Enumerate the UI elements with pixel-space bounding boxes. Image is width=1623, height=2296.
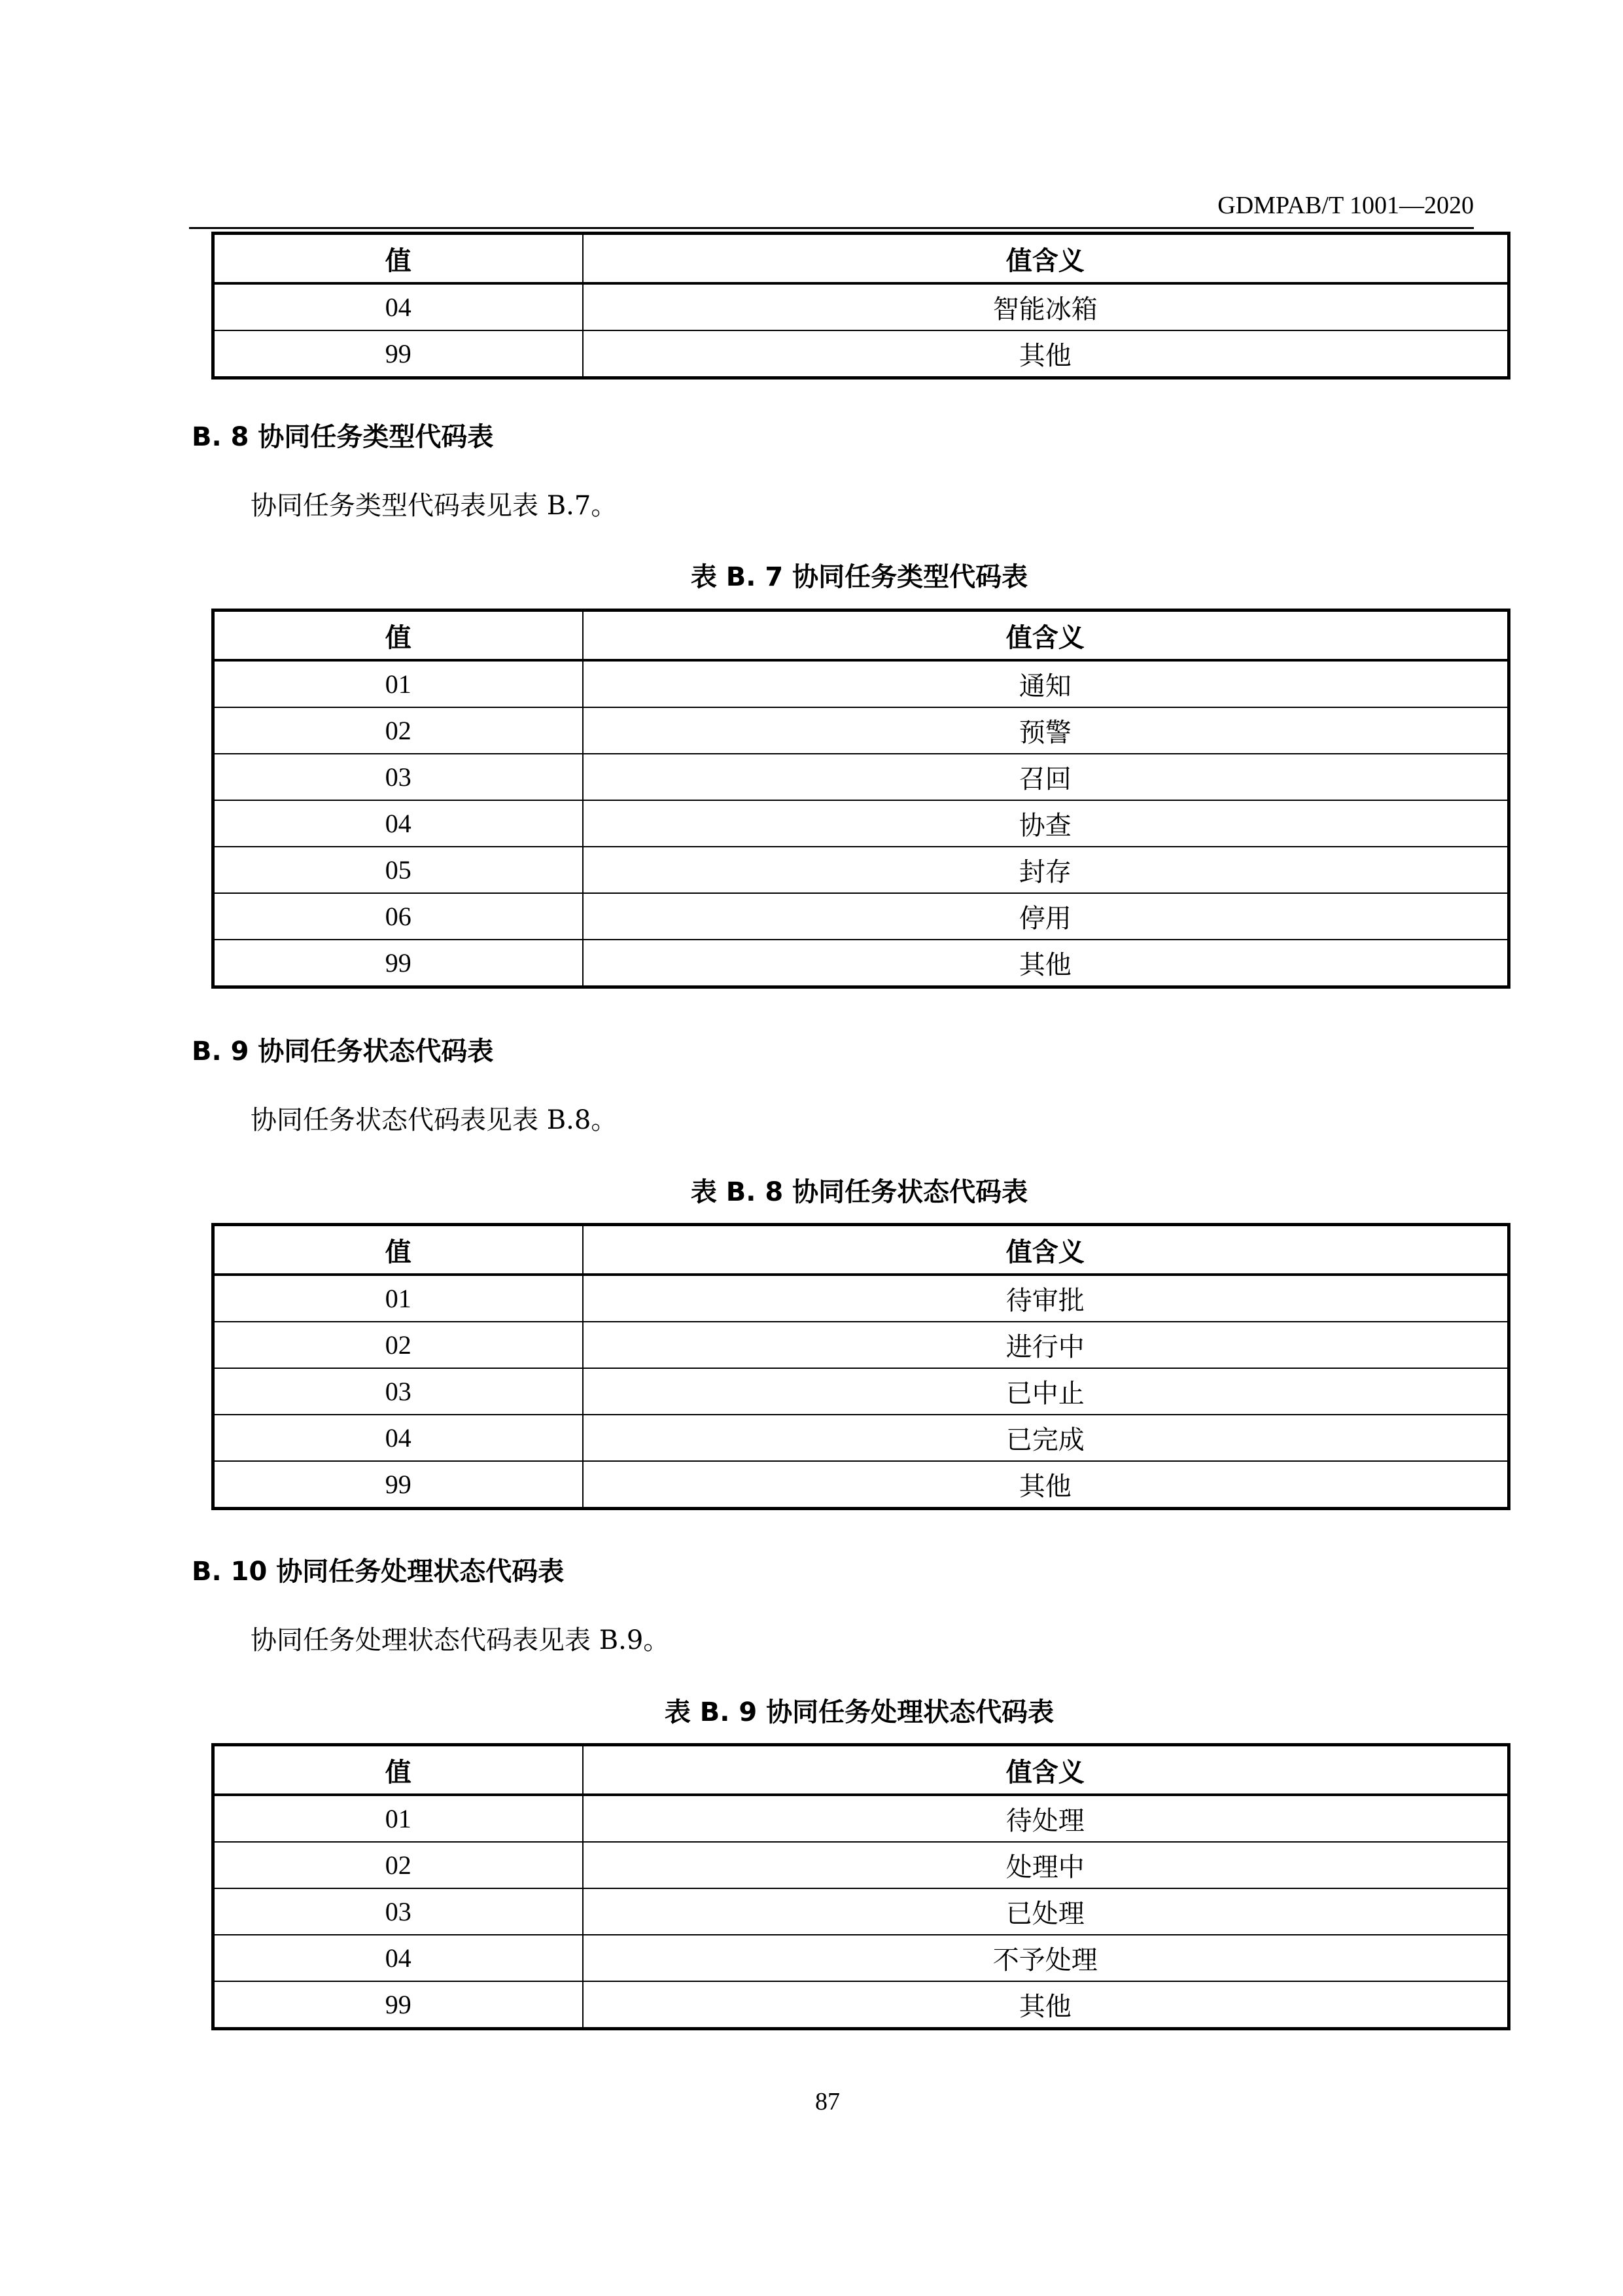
cell-meaning: 已处理 (583, 1888, 1509, 1935)
table-caption-b7: 表 B. 7 协同任务类型代码表 (690, 562, 1028, 592)
table-header-row (213, 1745, 1509, 1795)
cell-value: 02 (213, 1322, 583, 1368)
section-paragraph-b9: 协同任务状态代码表见表 B.8。 (251, 1105, 618, 1135)
cell-value: 01 (213, 1275, 583, 1322)
table-caption-b9: 表 B. 9 协同任务处理状态代码表 (664, 1697, 1055, 1727)
cell-meaning: 处理中 (583, 1842, 1509, 1888)
cell-value: 06 (213, 893, 583, 940)
table-row (213, 1461, 1509, 1509)
cell-meaning: 其他 (583, 330, 1509, 378)
cell-value: 03 (213, 1888, 583, 1935)
table-row (213, 1415, 1509, 1461)
table-row (213, 1888, 1509, 1935)
table-row (213, 1935, 1509, 1981)
table-row (213, 707, 1509, 754)
column-header-value: 值 (213, 1225, 583, 1275)
cell-value: 99 (213, 1981, 583, 2029)
table-continued (211, 232, 1510, 380)
cell-value: 02 (213, 707, 583, 754)
column-header-meaning: 值含义 (583, 1745, 1509, 1795)
table-row (213, 754, 1509, 800)
table-header-row (213, 610, 1509, 661)
cell-value: 03 (213, 1368, 583, 1415)
table-row (213, 283, 1509, 330)
cell-meaning: 召回 (583, 754, 1509, 800)
column-header-value: 值 (213, 1745, 583, 1795)
section-paragraph-b8: 协同任务类型代码表见表 B.7。 (251, 491, 618, 521)
table-header-row (213, 234, 1509, 284)
table-b7 (211, 609, 1510, 989)
cell-meaning: 已完成 (583, 1415, 1509, 1461)
cell-value: 04 (213, 1415, 583, 1461)
cell-meaning: 其他 (583, 1461, 1509, 1509)
cell-meaning: 通知 (583, 660, 1509, 707)
table-b9 (211, 1743, 1510, 2030)
cell-meaning: 预警 (583, 707, 1509, 754)
table-row (213, 330, 1509, 378)
cell-value: 04 (213, 283, 583, 330)
cell-value: 99 (213, 330, 583, 378)
table-row (213, 1842, 1509, 1888)
table-caption-b8: 表 B. 8 协同任务状态代码表 (690, 1177, 1028, 1207)
cell-value: 04 (213, 1935, 583, 1981)
section-heading-b10: B. 10 协同任务处理状态代码表 (192, 1557, 565, 1587)
section-heading-b9: B. 9 协同任务状态代码表 (192, 1036, 494, 1067)
table-row (213, 893, 1509, 940)
column-header-meaning: 值含义 (583, 234, 1509, 284)
cell-value: 02 (213, 1842, 583, 1888)
table-b8 (211, 1223, 1510, 1510)
table-row (213, 1795, 1509, 1842)
cell-meaning: 智能冰箱 (583, 283, 1509, 330)
column-header-meaning: 值含义 (583, 610, 1509, 661)
cell-value: 01 (213, 1795, 583, 1842)
table-row (213, 940, 1509, 987)
cell-value: 99 (213, 940, 583, 987)
table-row (213, 1322, 1509, 1368)
column-header-meaning: 值含义 (583, 1225, 1509, 1275)
cell-meaning: 其他 (583, 940, 1509, 987)
cell-value: 01 (213, 660, 583, 707)
table-row (213, 1275, 1509, 1322)
cell-meaning: 封存 (583, 847, 1509, 893)
cell-meaning: 停用 (583, 893, 1509, 940)
cell-value: 05 (213, 847, 583, 893)
table-row (213, 1981, 1509, 2029)
section-heading-b8: B. 8 协同任务类型代码表 (192, 422, 494, 452)
column-header-value: 值 (213, 610, 583, 661)
header-rule (189, 227, 1474, 229)
cell-value: 03 (213, 754, 583, 800)
cell-meaning: 已中止 (583, 1368, 1509, 1415)
cell-meaning: 协查 (583, 800, 1509, 847)
cell-value: 99 (213, 1461, 583, 1509)
section-paragraph-b10: 协同任务处理状态代码表见表 B.9。 (251, 1625, 670, 1655)
table-header-row (213, 1225, 1509, 1275)
cell-value: 04 (213, 800, 583, 847)
table-row (213, 660, 1509, 707)
table-row (213, 847, 1509, 893)
table-row (213, 800, 1509, 847)
page-number: 87 (815, 2088, 840, 2115)
cell-meaning: 其他 (583, 1981, 1509, 2029)
cell-meaning: 待处理 (583, 1795, 1509, 1842)
column-header-value: 值 (213, 234, 583, 284)
cell-meaning: 待审批 (583, 1275, 1509, 1322)
document-code: GDMPAB/T 1001—2020 (1217, 192, 1474, 219)
table-row (213, 1368, 1509, 1415)
cell-meaning: 不予处理 (583, 1935, 1509, 1981)
cell-meaning: 进行中 (583, 1322, 1509, 1368)
